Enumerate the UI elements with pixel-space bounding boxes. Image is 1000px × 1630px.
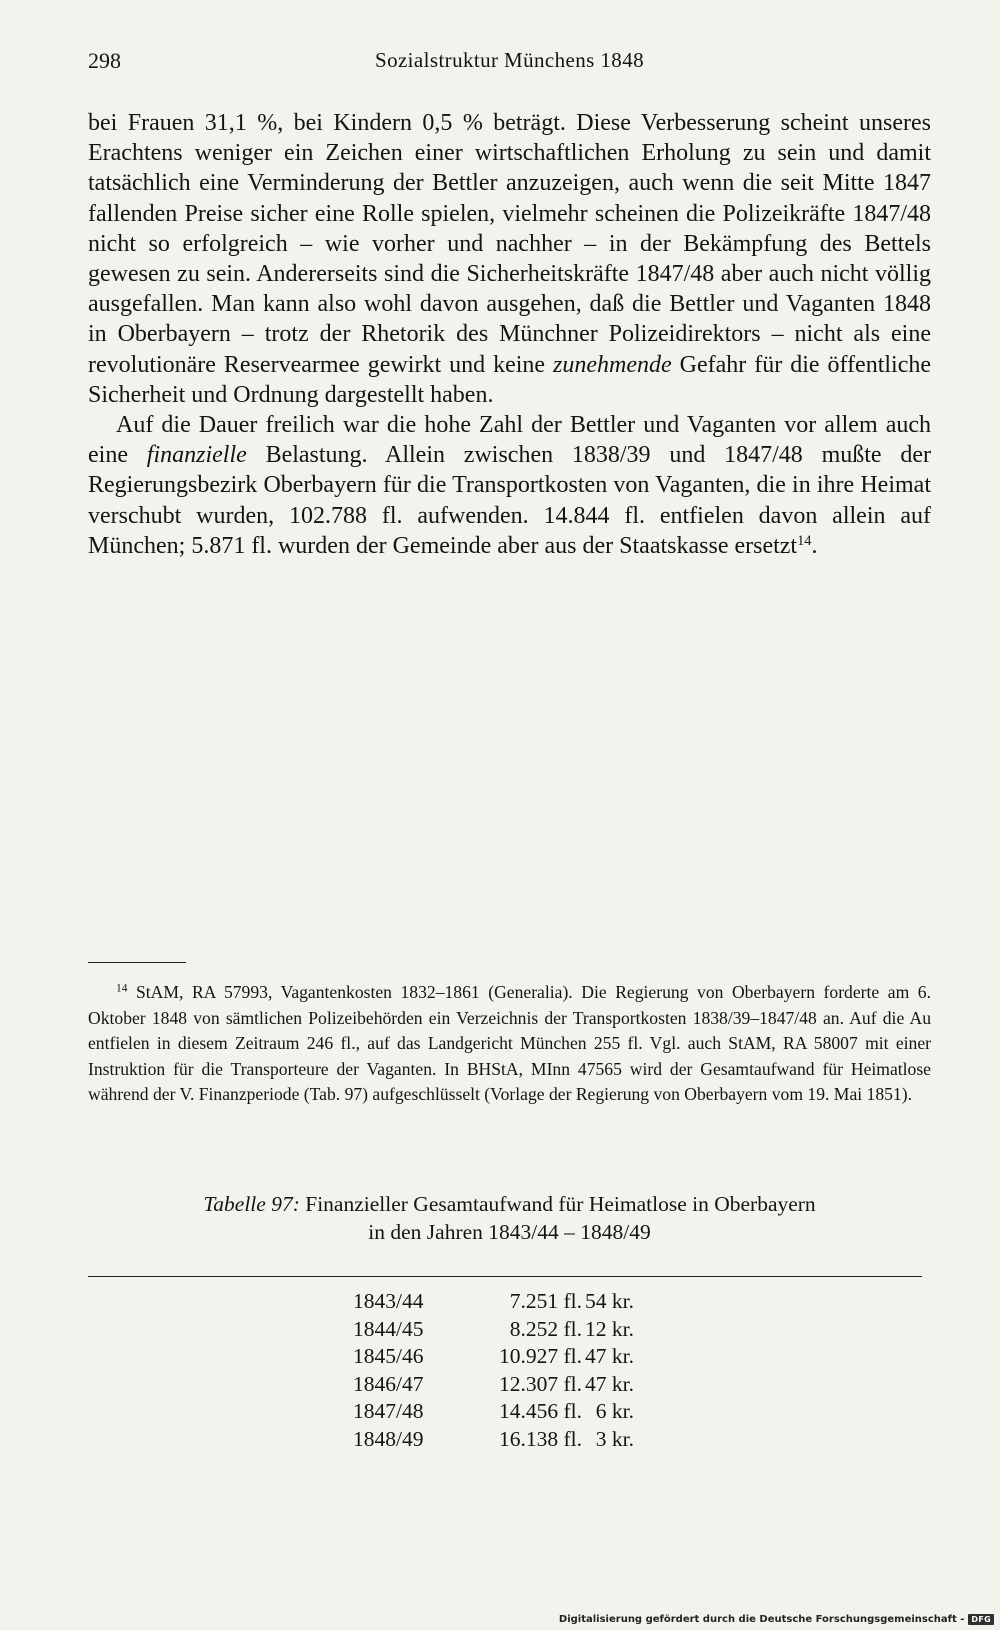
table-caption-line-1 [88,1190,931,1218]
table-caption-title: Finanzieller Gesamtaufwand für Heimatlose in Oberbayern [305,1192,816,1216]
emphasis-finanzielle: finanzielle [146,442,247,469]
table-cell-fl: 14.456 fl. [498,1399,582,1423]
paragraph-1-part-b: Gefahr für die öffentliche Sicherheit und Ordnung dargestellt haben. [88,351,932,408]
page-header [88,48,931,78]
table-row [330,1317,660,1345]
table-caption-line-2: in den Jahren 1843/44 – 1848/49 [368,1220,651,1244]
table-top-rule [88,1276,922,1277]
table-row [330,1344,660,1372]
table-cell-kr: 3 kr. [595,1426,634,1451]
footnote-reference[interactable]: 14 [797,532,812,549]
table-cell-kr: 47 kr. [585,1344,634,1368]
paragraph-2 [88,410,931,561]
emphasis-zunehmende: zunehmende [553,351,672,378]
footnote-text: StAM, RA 57993, Vagantenkosten 1832–1861 (Generalia). Die Regierung von Oberbayern forderte am 6. Oktober 1848 von sämtlichen Polizeibehörden ein Verzeichnis der Transportkosten 1838/39–1847/48 an. Auf die Au entfielen in diesem Zeitraum 246 fl., auf das Landgericht München 255 fl. Vgl. auch StAM, RA 58007 mit einer Instruktion für die Transporteure der Vaganten. In BHStA, MInn 47565 wird der Gesamtaufwand für Heimatlose während der V. Finanzperiode (Tab. 97) aufgeschlüsselt (Vorlage der Regierung von Oberbayern vom 19. Mai 1851). [88,982,931,1105]
table-cell-fl: 12.307 fl. [498,1371,582,1396]
table-caption-label: Tabelle 97: [203,1192,300,1216]
table-cell-period: 1843/44 [353,1289,424,1313]
page-number: 298 [88,48,121,73]
table-cell-period: 1846/47 [353,1371,424,1396]
table-cell-kr: 6 kr. [595,1399,634,1423]
table-row [330,1289,660,1317]
table-cell-period: 1845/46 [353,1344,424,1368]
paragraph-1-part-a: bei Frauen 31,1 %, bei Kindern 0,5 % beträgt. Diese Verbesserung scheint unseres Erachtens weniger ein Zeichen einer wirtschaftlichen Erholung zu sein und damit tatsächlich eine Verminderung der Bettler anzuzeigen, auch wenn die seit Mitte 1847 fallenden Preise sicher eine Rolle spielen, vielmehr scheinen die Polizeikräfte 1847/48 nicht so erfolgreich – wie vorher und nachher – in der Bekämpfung des Bettels gewesen zu sein. Andererseits sind die Sicherheitskräfte 1847/48 aber auch nicht völlig ausgefallen. Man kann also wohl davon ausgehen, daß die Bettler und Vaganten 1848 in Oberbayern – trotz der Rhetorik des Münchner Polizeidirektors – nicht als eine revolutionäre Reservearmee gewirkt und keine [88,110,931,378]
table-cell-fl: 10.927 fl. [498,1344,582,1368]
paragraph-2-part-b: Belastung. Allein zwischen 1838/39 und 1847/48 mußte der Regierungsbezirk Oberbayern für die Transportkosten von Vaganten, die in ihre Heimat verschubt wurden, 102.788 fl. aufwenden. 14.844 fl. entfielen davon allein auf München; 5.871 fl. wurden der Gemeinde aber aus der Staatskasse ersetzt [88,442,932,559]
footnote-separator [88,962,186,963]
footnote-marker: 14 [116,982,128,995]
expense-table [330,1289,660,1454]
dfg-logo: DFG [968,1614,994,1625]
paragraph-2-end: . [811,532,818,559]
table-cell-kr: 47 kr. [585,1371,634,1396]
table-cell-fl: 7.251 fl. [509,1289,582,1313]
table-caption [88,1190,931,1246]
body-text [88,108,931,561]
table-row [330,1372,660,1400]
table-cell-fl: 8.252 fl. [509,1316,582,1341]
table-row [330,1427,660,1455]
digitization-credit [559,1614,994,1625]
footnote-14 [88,980,931,1108]
digitization-credit-text: Digitalisierung gefördert durch die Deutsche Forschungsgemeinschaft - [558,1614,965,1625]
table-cell-period: 1847/48 [353,1399,424,1423]
table-cell-kr: 12 kr. [585,1316,634,1341]
table-row [330,1399,660,1427]
paragraph-1 [88,108,931,410]
table-cell-period: 1844/45 [353,1316,424,1341]
running-title: Sozialstruktur Münchens 1848 [374,48,644,72]
table-cell-fl: 16.138 fl. [498,1426,582,1451]
table-cell-kr: 54 kr. [585,1289,634,1313]
table-cell-period: 1848/49 [353,1426,424,1451]
paragraph-2-part-a: Auf die Dauer freilich war die hohe Zahl der Bettler und Vaganten vor allem auch eine [88,412,931,469]
